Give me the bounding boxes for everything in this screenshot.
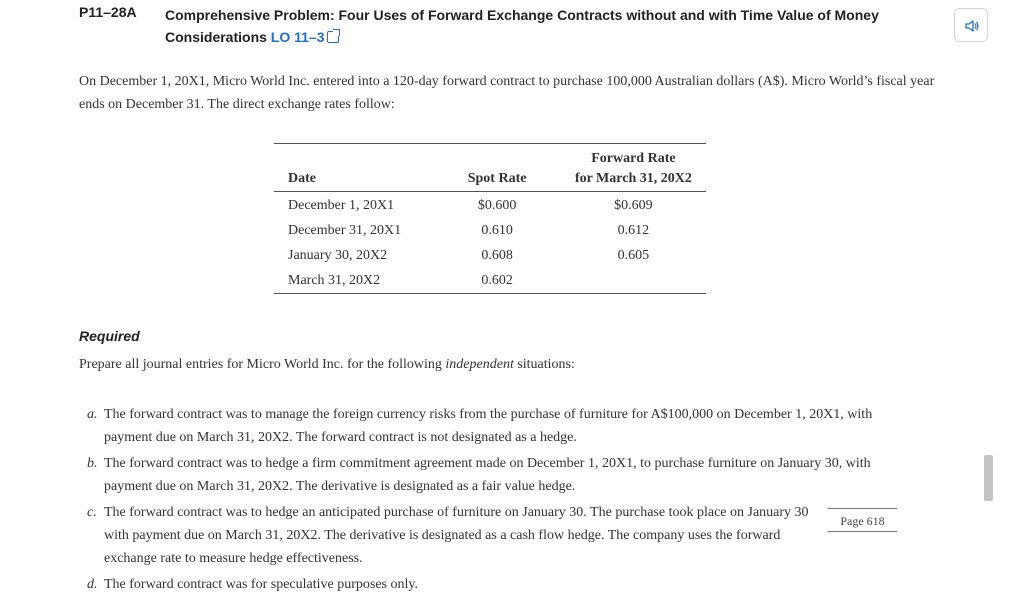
list-item	[87, 501, 830, 570]
table-row	[274, 268, 706, 294]
page-reference: Page 618	[828, 508, 897, 532]
speaker-icon	[964, 18, 980, 34]
table-row	[274, 243, 706, 268]
exchange-rates-table	[274, 143, 706, 294]
problem-title-text: Comprehensive Problem: Four Uses of Forward Exchange Contracts without and with Time Value of Money Considerations	[165, 7, 879, 45]
external-link-icon[interactable]	[327, 31, 339, 43]
forward-rate-cell: 0.605	[617, 247, 650, 263]
item-label: d.	[87, 577, 98, 592]
list-item	[87, 403, 887, 449]
item-label: a.	[87, 407, 98, 422]
item-text: The forward contract was to hedge a firm commitment agreement made on December 1, 20X1, to purchase furniture on January 30, with payment due on March 31, 20X2. The derivative is designated as a fair value hedge.	[104, 456, 871, 494]
spot-rate-cell: 0.610	[481, 222, 513, 238]
date-cell: March 31, 20X2	[288, 272, 381, 288]
spot-rate-cell: $0.600	[477, 197, 517, 213]
forward-rate-cell	[561, 268, 706, 294]
problem-title	[165, 4, 925, 48]
item-text: The forward contract was to hedge an anticipated purchase of furniture on January 30. The purchase took place on January 30 with payment due on March 31, 20X2. The derivative is designated as a cash flow hedge. The company uses the forward exchange rate to measure hedge effectiveness.	[104, 505, 809, 566]
forward-rate-header-line1: Forward Rate	[591, 151, 676, 166]
required-heading: Required	[79, 328, 140, 344]
item-label: c.	[87, 505, 97, 520]
spot-rate-header: Spot Rate	[433, 167, 560, 192]
list-item	[87, 573, 887, 596]
table-row	[274, 218, 706, 243]
instruction-text-end: situations:	[513, 357, 575, 372]
item-text: The forward contract was for speculative purposes only.	[104, 577, 418, 592]
learning-objective-link[interactable]	[271, 29, 339, 45]
forward-rate-cell: $0.609	[614, 197, 653, 213]
item-label: b.	[87, 456, 98, 471]
date-cell: January 30, 20X2	[288, 247, 388, 263]
table-row	[274, 192, 706, 219]
date-cell: December 1, 20X1	[288, 197, 395, 213]
instruction-emphasis: independent	[445, 357, 514, 372]
item-text: The forward contract was to manage the foreign currency risks from the purchase of furniture for A$100,000 on December 1, 20X1, with payment due on March 31, 20X2. The forward contract is not designated as a hedge.	[104, 407, 873, 445]
date-cell: December 31, 20X1	[288, 222, 402, 238]
spot-rate-cell: 0.602	[481, 272, 513, 288]
learning-objective-label[interactable]: LO 11–3	[270, 29, 325, 45]
problem-number: P11–28A	[79, 4, 137, 20]
date-header: Date	[274, 167, 433, 192]
audio-button[interactable]	[954, 8, 988, 42]
forward-rate-cell: 0.612	[617, 222, 650, 238]
spot-rate-cell: 0.608	[481, 247, 513, 263]
instruction-text: Prepare all journal entries for Micro World Inc. for the following	[79, 357, 446, 372]
list-item	[87, 452, 887, 498]
problem-intro: On December 1, 20X1, Micro World Inc. entered into a 120-day forward contract to purchase 100,000 Australian dollars (A$). Micro World’s fiscal year ends on December 31. The direct exchange rates follow:	[79, 74, 935, 112]
forward-rate-header-line2: for March 31, 20X2	[561, 167, 706, 192]
situations-list	[87, 403, 887, 599]
required-instruction	[79, 357, 575, 373]
scrollbar-thumb[interactable]	[984, 455, 993, 501]
